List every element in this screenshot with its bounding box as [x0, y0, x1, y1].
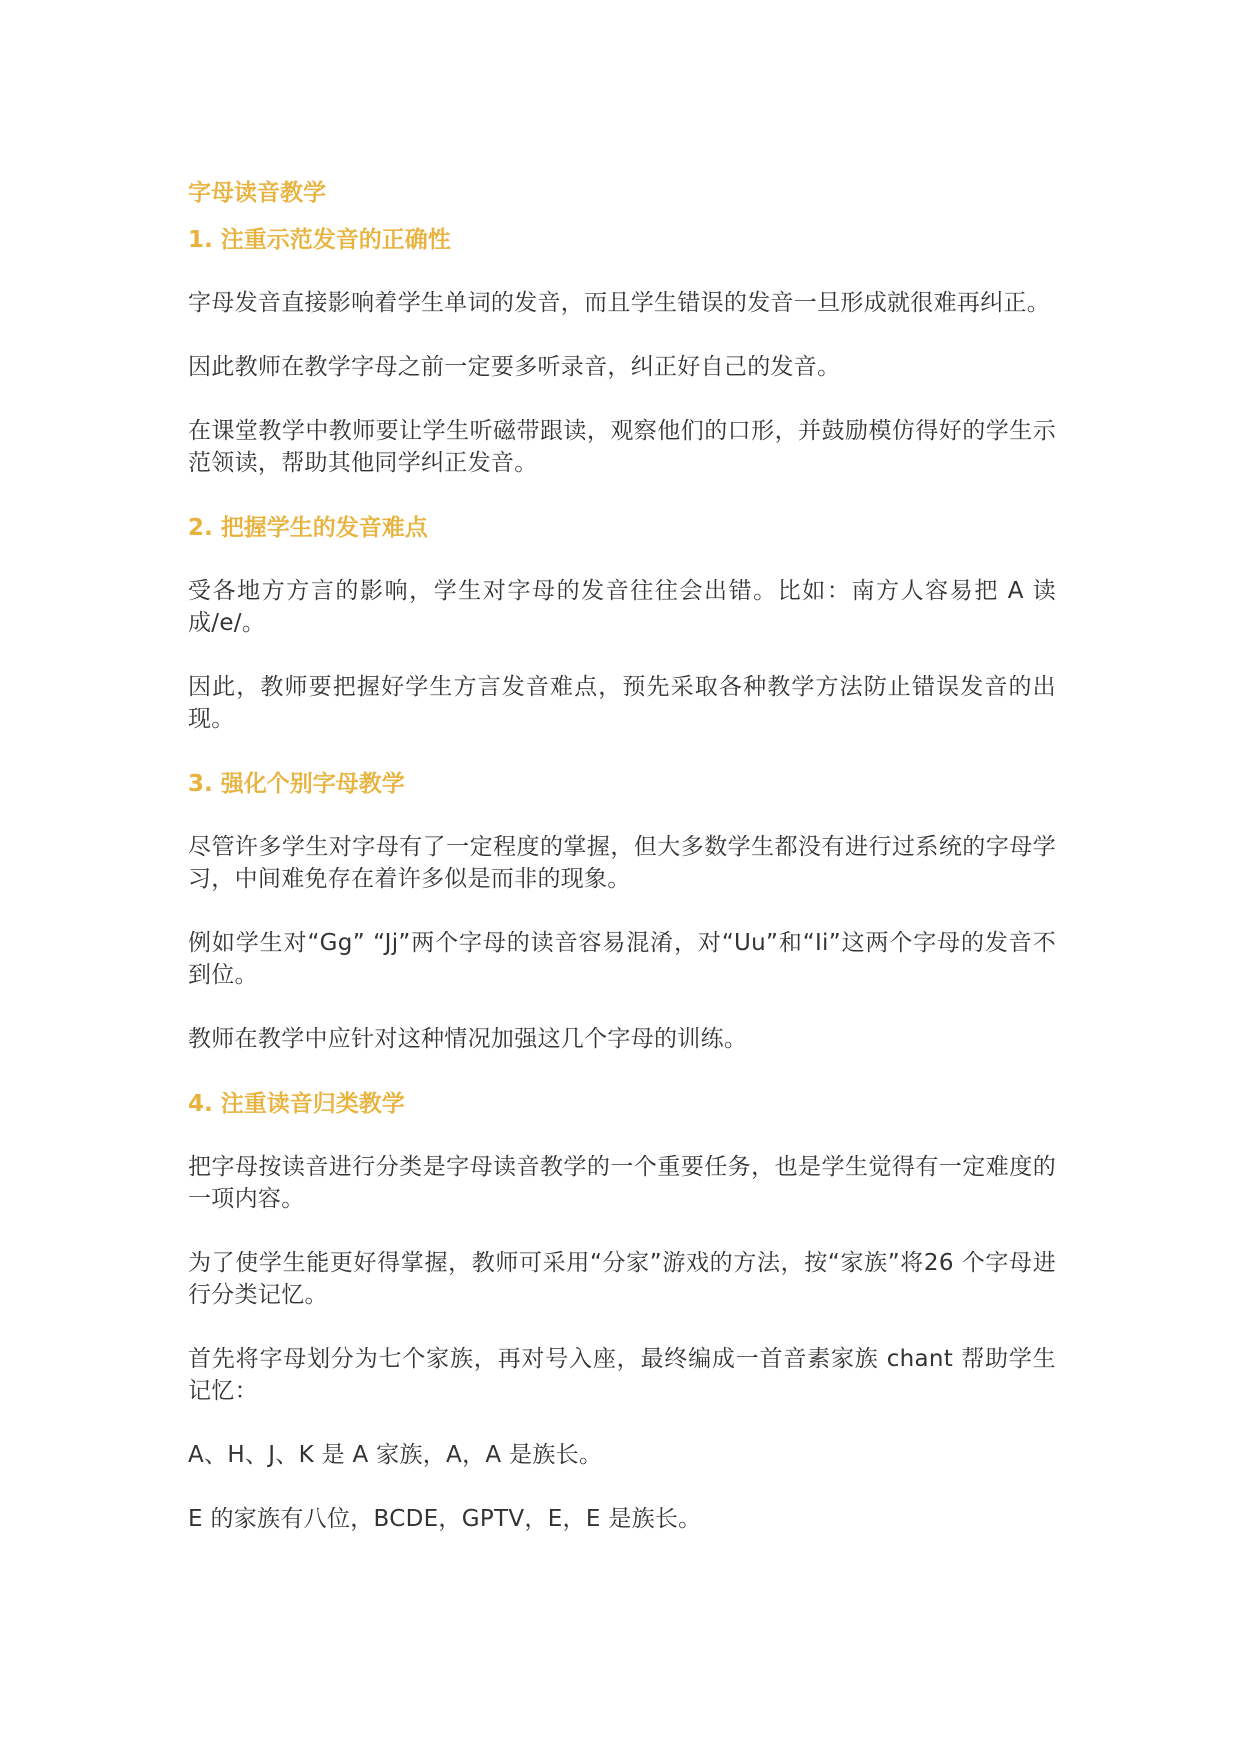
- paragraph: 把字母按读音进行分类是字母读音教学的一个重要任务，也是学生觉得有一定难度的一项内容。: [188, 1154, 1056, 1212]
- section-heading-2: 2. 把握学生的发音难点: [188, 515, 428, 541]
- document-title: 字母读音教学: [188, 180, 326, 206]
- paragraph: 因此，教师要把握好学生方言发音难点，预先采取各种教学方法防止错误发音的出现。: [188, 674, 1056, 732]
- document-page: [188, 176, 1056, 1567]
- paragraph: 教师在教学中应针对这种情况加强这几个字母的训练。: [188, 1026, 748, 1052]
- paragraph: A、H、J、K 是 A 家族，A，A 是族长。: [188, 1442, 603, 1468]
- paragraph: 例如学生对“Gg” “Jj”两个字母的读音容易混淆，对“Uu”和“Ii”这两个字母的发音不到位。: [188, 930, 1056, 988]
- paragraph: 首先将字母划分为七个家族，再对号入座，最终编成一首音素家族 chant 帮助学生记忆：: [188, 1346, 1056, 1404]
- paragraph: 尽管许多学生对字母有了一定程度的掌握，但大多数学生都没有进行过系统的字母学习，中间难免存在着许多似是而非的现象。: [188, 834, 1056, 892]
- paragraph: 受各地方方言的影响，学生对字母的发音往往会出错。比如：南方人容易把 A 读成/e/。: [188, 578, 1056, 636]
- paragraph: 字母发音直接影响着学生单词的发音，而且学生错误的发音一旦形成就很难再纠正。: [188, 290, 1051, 316]
- paragraph: E 的家族有八位，BCDE，GPTV，E，E 是族长。: [188, 1506, 702, 1532]
- paragraph: 为了使学生能更好得掌握，教师可采用“分家”游戏的方法，按“家族”将26 个字母进行分类记忆。: [188, 1250, 1056, 1308]
- section-heading-4: 4. 注重读音归类教学: [188, 1091, 405, 1117]
- section-heading-1: 1. 注重示范发音的正确性: [188, 227, 451, 253]
- paragraph: 因此教师在教学字母之前一定要多听录音，纠正好自己的发音。: [188, 354, 841, 380]
- paragraph: 在课堂教学中教师要让学生听磁带跟读，观察他们的口形，并鼓励模仿得好的学生示范领读，帮助其他同学纠正发音。: [188, 418, 1056, 476]
- section-heading-3: 3. 强化个别字母教学: [188, 771, 405, 797]
